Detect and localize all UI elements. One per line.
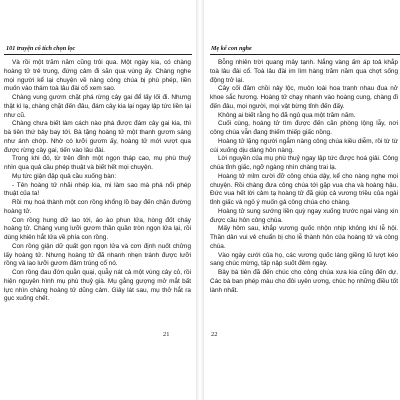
paragraph: Chàng chưa biết làm cách nào phá được đám cây gai kia, thì bà tiên thứ bảy bay tới. Bà tặng hoàng tử một thanh gươm sáng như ánh chớp. Nhờ có lưỡi gươm ấy, hoàng tử mới vượt qua được rừng cây gai, tiến vào lâu đài. (4, 120, 191, 154)
paragraph: Không ai biết rằng họ đã ngủ qua một trăm năm. (218, 111, 356, 119)
paragraph: Hoàng tử lặng người ngắm nàng công chúa kiều diễm, rồi từ từ cúi xuống dịu dàng hôn nàng. (210, 137, 398, 154)
paragraph: Trong khi đó, từ trên đỉnh một ngọn tháp cao, mụ phù thuỷ nhìn qua quả cầu phép thuật và biết hết mọi chuyện. (4, 155, 191, 171)
paragraph: Mụ tức giận đập quả cầu xuống bàn: (12, 172, 117, 180)
paragraph: Bỗng nhiên trời quang mây tạnh. Nắng vàng ấm áp toả khắp toà lâu đài cổ. Toà lâu đài im lìm hàng trăm năm qua chợt sống động trở lại. (210, 59, 398, 84)
paragraph: Cuối cùng, hoàng tử tìm được đến căn phòng lộng lẫy, nơi công chúa vẫn đang thiếm thiếp giấc nồng. (210, 120, 398, 136)
paragraph: Bảy bà tiên đã đến chúc cho công chúa xưa kia cũng đến dự. Các bà ban phép màu cho đôi uyên ương, chúc họ những điều tốt lành nhất. (210, 269, 398, 294)
paragraph: Lời nguyền của mụ phù thuỷ ngay lập tức được hoá giải. Công chúa tỉnh giấc, ngỡ ngàng nhìn chàng trai lạ. (210, 155, 398, 171)
paragraph: Hoàng tử mỉm cười đỡ công chúa dậy, kể cho nàng nghe mọi chuyện. Rồi chàng đưa công chúa tới gặp vua cha và hoàng hậu. Đức vua hết lời cảm tạ hoàng tử đã giúp cả vương triều của ngài tỉnh giấc và ngỏ ý muốn gả công chúa cho chàng. (210, 172, 398, 206)
left-page (0, 0, 196, 400)
running-header-right: Mẹ kể con nghe (211, 45, 252, 52)
paragraph: Con rồng hung dữ lao tới, áo ào phun lửa, hòng đốt cháy hoàng tử. Chàng vung lưỡi gươm thần quần tròn ngọn lửa lại, rồi dùng khiên hắt lửa về phía con rồng. (4, 216, 191, 241)
paragraph: - Tên hoàng tử nhãi nhép kia, mi làm sao mà phá nổi phép thuật của ta! (4, 181, 191, 198)
right-page-body (210, 59, 398, 295)
page-number-left: 21 (163, 331, 170, 338)
left-page-body (4, 59, 191, 304)
paragraph: Mấy hôm sau, khắp vương quốc nhộn nhịp không khí lễ hội. Thần dân vui vẻ chuẩn bị cho lễ thành hôn của hoàng tử và công chúa. (210, 225, 398, 250)
header-rule-left (4, 54, 192, 55)
paragraph: Hoàng tử sung sướng liền quỳ ngay xuống trước ngai vàng xin được cầu hôn công chúa. (210, 207, 398, 224)
header-rule-right (210, 54, 400, 55)
paragraph: Con rồng giận dữ quất gọn ngọn lửa và cơn định nuốt chửng lấy hoàng tử. Nhưng hoàng tử đã nhanh nhẹn tránh được lưỡi rồng và lao lưỡi gươm đâm trúng cổ nó. (4, 242, 191, 268)
paragraph: Vào ngày cưới của họ, các vương quốc láng giềng lũ lượt kéo sang chúc mừng, tấp nập suốt đêm ngày. (210, 251, 398, 268)
paragraph: Và rồi một trăm năm cũng trôi qua. Một ngày kia, có chàng hoàng tử trẻ trung, đứng cảm đi săn qua vùng ấy. Chàng nghe mọi người kể lại chuyện về nàng công chúa bị phù phép, liền muốn vào thám toà lâu đài cổ xem sao. (4, 59, 191, 93)
right-page (204, 0, 400, 400)
book-gutter (196, 0, 204, 400)
paragraph: Con rồng đau đớn quằn quại, quẫy nát cả một vùng cây cỏ, rồi hiện nguyên hình mụ phù thuỷ già. Mụ gằng gượng mở mắt bất lực nhìn chàng hoàng tử dũng cảm. Giây lát sau, mụ thở hắt ra gục xuống chết. (4, 269, 191, 303)
paragraph: Chàng vung gươm chặt phá rừng cây gai để lấy lối đi. Nhưng thật kì lạ, chàng chặt đến đâu, đám cây kia lại ngay lập tức liền lại như cũ. (4, 94, 191, 119)
page-number-right: 22 (211, 331, 218, 338)
paragraph: Cây cối đâm chồi nảy lộc, muôn loài hoa tranh nhau đua nở khoe sắc hương. Hoàng tử chạy nhanh vào hoàng cung, chàng đi đến đâu, mọi người, mọi vật bừng tỉnh đến đấy. (210, 85, 398, 110)
running-header-left: 101 truyện cổ tích chọn lọc (6, 45, 76, 52)
paragraph: Rồi mụ hoá thành một con rồng khổng lồ bay đến chặn đường hoàng tử. (4, 199, 191, 215)
